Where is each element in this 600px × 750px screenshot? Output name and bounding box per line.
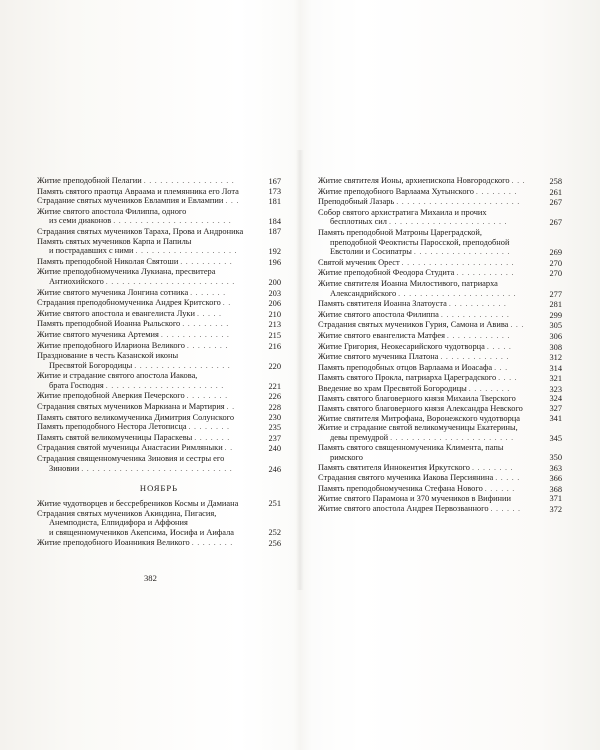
toc-entry [318, 258, 562, 269]
toc-entry [37, 454, 281, 464]
toc-entry-page: 237 [268, 433, 281, 443]
toc-entry-title: Память святого священномученика Климента, папы римского [318, 443, 504, 463]
toc-entry-page: 216 [268, 341, 281, 351]
toc-entry [318, 310, 562, 321]
page-number: 382 [144, 573, 157, 583]
toc-entry-page: 306 [549, 331, 562, 341]
toc-entry-page: 258 [549, 177, 562, 186]
toc-entry-page: 269 [549, 248, 562, 258]
toc-entry [37, 528, 281, 538]
toc-left-list [37, 176, 281, 474]
toc-entry-leader: . . . . . . . . [188, 423, 230, 432]
toc-entry-title: Житие и страдание святой великомученицы Екатерины, [318, 423, 518, 433]
toc-entry-leader: . . . . . . . . . [182, 320, 230, 329]
toc-entry-leader: . . . . . . . . . . . . . [160, 330, 230, 339]
toc-entry [318, 247, 562, 258]
toc-entry-page: 167 [268, 177, 281, 186]
toc-entry [318, 463, 562, 474]
toc-entry-title: Житие Григория, Неокесарийского чудотворца [318, 341, 485, 351]
toc-entry-title: Житие святого апостола Филиппа [318, 309, 439, 319]
toc-entry-page: 281 [549, 300, 562, 310]
toc-entry-leader: . . . . . . . . . . . . . . . . . . . . . . [389, 218, 508, 227]
toc-entry [37, 309, 281, 320]
toc-entry-leader: . . . . . . . . . . . . . . . . . . . . . . [105, 381, 225, 390]
toc-entry [37, 288, 281, 299]
toc-entry [318, 331, 562, 342]
section-heading-november: НОЯБРЬ [139, 483, 179, 494]
toc-entry-title: Житие чудотворцев и бессребреников Космы и Дамиана [37, 499, 239, 509]
toc-entry-title: Страдания святого мученика Иакова Персиянина [318, 473, 494, 483]
toc-entry-leader: . . . . . [486, 342, 512, 351]
toc-entry-title: Собор святого архистратига Михаила и прочих [318, 207, 487, 217]
toc-entry-leader: . . . . . . . [194, 433, 231, 442]
toc-entry [318, 433, 562, 444]
toc-entry [37, 509, 281, 519]
toc-entry-leader: . . . . . . [484, 484, 516, 493]
toc-entry [318, 208, 562, 218]
toc-entry [318, 320, 562, 331]
toc-entry-title: Страдания преподобномученика Андрея Критского [37, 298, 221, 308]
toc-entry [37, 246, 281, 257]
toc-entry-page: 314 [549, 363, 562, 373]
toc-entry-page: 277 [549, 289, 562, 299]
toc-entry-leader: . . . . . . . . [186, 392, 229, 401]
toc-entry [318, 363, 562, 374]
toc-entry-page: 181 [268, 197, 281, 207]
toc-entry-title: Память преподобной Иоанна Рыльского [37, 319, 181, 329]
toc-entry-title: Пресвятой Богородицы [49, 360, 133, 370]
toc-entry [37, 298, 281, 309]
toc-entry-title: Житие святого апостола Андрея Первозванного [318, 504, 489, 513]
toc-entry-title: Страдание святых мучеников Евлампия и Евлампии [37, 196, 224, 206]
toc-entry-page: 187 [268, 226, 281, 236]
toc-entry [318, 299, 562, 310]
toc-entry-page: 213 [268, 320, 281, 330]
toc-entry-title: Память святого Прокла, патриарха Цареградского [318, 373, 497, 383]
toc-entry-title: Память святых мучеников Карпа и Папилы [37, 236, 192, 246]
toc-entry-title: Житие преподобной Аверкия Печерского [37, 391, 185, 401]
toc-entry-page: 371 [549, 494, 562, 504]
toc-entry-title: Житие святого евангелиста Матфея [318, 330, 445, 340]
toc-left-column [37, 176, 281, 548]
toc-left-list-november [37, 499, 281, 548]
toc-entry-title: Александрийского [330, 288, 397, 298]
toc-entry-title: и священномучеников Акепсима, Иосифа и Аифала [49, 528, 234, 537]
toc-entry [37, 341, 281, 352]
toc-entry-page: 215 [268, 330, 281, 340]
toc-entry-page: 261 [549, 187, 562, 197]
toc-entry-page: 246 [268, 464, 281, 474]
toc-entry-title: Евстолии и Сосипатры [330, 247, 412, 257]
toc-entry-page: 203 [268, 288, 281, 298]
toc-entry-page: 252 [268, 528, 281, 537]
toc-entry [37, 499, 281, 509]
toc-entry-leader: . . . . . . . . . . . [456, 269, 515, 278]
toc-entry-page: 299 [549, 310, 562, 320]
toc-entry-title: Житие святителя Ионы, архиепископа Новгородского [318, 176, 510, 185]
toc-entry [318, 187, 562, 198]
toc-entry-title: Зиновии [49, 463, 80, 473]
toc-entry-page: 206 [268, 299, 281, 309]
toc-entry [37, 518, 281, 528]
toc-entry-page: 324 [549, 394, 562, 404]
toc-entry [37, 413, 281, 423]
book-gutter [296, 150, 304, 590]
toc-entry [318, 394, 562, 404]
toc-entry-page: 366 [549, 474, 562, 484]
toc-entry-leader: . . [226, 403, 236, 412]
toc-entry-title: Житие святителя Митрофана, Воронежского чудотворца [318, 413, 520, 423]
toc-entry-page: 270 [549, 269, 562, 279]
toc-entry-title: Житие святого мученика Лонгина сотника [37, 287, 189, 297]
toc-entry [318, 352, 562, 363]
toc-entry [37, 257, 281, 268]
toc-entry-leader: . . . . . . . . . . . . . . . . . . . [135, 247, 238, 256]
toc-entry-page: 312 [549, 353, 562, 363]
toc-entry [318, 342, 562, 353]
toc-entry [37, 391, 281, 402]
toc-entry-leader: . . . . . . . . [472, 463, 514, 472]
toc-entry-page: 270 [549, 258, 562, 268]
toc-entry [37, 216, 281, 227]
toc-entry-title: Память преподобной Матроны Цареградской, [318, 227, 482, 237]
toc-entry-page: 230 [268, 412, 281, 422]
toc-entry [37, 237, 281, 247]
toc-entry [318, 384, 562, 395]
toc-entry [37, 267, 281, 277]
toc-entry-title: Память святой великомученицы Параскевы [37, 432, 193, 442]
toc-entry [318, 423, 562, 433]
toc-entry-leader: . . . [494, 363, 508, 372]
toc-entry-leader: . . . . . . . . [187, 341, 229, 350]
toc-entry-page: 308 [549, 342, 562, 352]
toc-entry [37, 371, 281, 381]
toc-entry-leader: . . . . . . . [190, 288, 227, 297]
toc-entry [318, 197, 562, 208]
toc-entry-title: Страдания святых мучеников Маркиана и Мартирия [37, 402, 225, 412]
toc-entry-leader: . . . . . . . . [468, 384, 511, 393]
toc-entry-title: Введение во храм Пресвятой Богородицы [318, 383, 467, 393]
toc-entry-leader: . . . . . . . . . . . . . . . . . . [414, 248, 511, 257]
toc-entry-page: 184 [268, 217, 281, 227]
toc-entry-page: 363 [549, 463, 562, 473]
toc-entry-leader: . . . . . [495, 474, 521, 483]
toc-entry-page: 235 [268, 423, 281, 433]
toc-entry-title: Житие святого Парамона и 370 мучеников в Вифинии [318, 494, 512, 504]
toc-entry-leader: . . . . . . . . . . . . . . . . . [143, 177, 235, 185]
toc-entry-page: 368 [549, 484, 562, 494]
toc-entry-title: Житие святого мученика Артемия [37, 329, 159, 339]
toc-entry-leader: . . [222, 299, 232, 308]
toc-entry [37, 443, 281, 454]
toc-entry [37, 464, 281, 475]
toc-entry [37, 227, 281, 237]
toc-entry-title: Празднование в честь Казанской иконы [37, 351, 179, 361]
toc-entry-page: 210 [268, 309, 281, 319]
toc-entry-title: бесплотных сил [330, 217, 387, 227]
toc-entry-leader: . . . . . . . . [476, 187, 518, 196]
toc-entry [318, 484, 562, 495]
toc-entry [318, 238, 562, 248]
toc-entry-title: Житие преподобного Варлаама Хутынского [318, 186, 474, 196]
toc-entry [318, 404, 562, 414]
toc-entry-page: 220 [268, 361, 281, 371]
toc-entry-title: Память святого благоверного князя Александра Невского [318, 404, 523, 414]
toc-entry-title: Житие святителя Иоанна Милостивого, патриарха [318, 278, 498, 288]
toc-entry-page: 251 [268, 499, 281, 509]
toc-entry-title: Страдания святой мученицы Анастасии Римляныки [37, 443, 223, 453]
toc-entry [318, 217, 562, 228]
toc-entry-page: 321 [549, 374, 562, 384]
toc-entry [318, 176, 562, 187]
toc-entry-title: и пострадавших с ними [49, 246, 134, 256]
toc-entry-page: 173 [268, 186, 281, 196]
toc-entry-leader: . . . [510, 321, 525, 330]
toc-entry [37, 538, 281, 549]
toc-entry [318, 228, 562, 238]
toc-entry-page: 267 [549, 198, 562, 208]
toc-entry-title: Память преподобной Николая Святоши [37, 256, 179, 266]
toc-entry-leader: . . . [511, 177, 526, 185]
toc-entry-title: Житие святого мученика Платона [318, 352, 439, 362]
toc-entry-title: Житие преподобной Пелагии [37, 176, 142, 185]
toc-right-list [318, 176, 562, 515]
toc-entry-page: 240 [268, 444, 281, 454]
toc-entry [37, 361, 281, 372]
toc-entry [318, 289, 562, 300]
toc-entry-page: 350 [549, 453, 562, 463]
toc-entry-title: Память преподобномученика Стефана Нового [318, 483, 483, 493]
toc-entry-leader: . . . . . . . . [191, 538, 234, 547]
toc-entry [37, 351, 281, 361]
toc-entry-page: 372 [549, 505, 562, 514]
toc-entry [37, 402, 281, 413]
toc-entry-page: 196 [268, 257, 281, 267]
toc-entry-title: Память святителя Иннокентия Иркутского [318, 462, 470, 472]
toc-entry [37, 433, 281, 444]
toc-entry-leader: . . . . [498, 374, 518, 383]
toc-entry [318, 279, 562, 289]
toc-entry-title: Анемподиста, Елпидифора и Аффония [49, 518, 188, 528]
toc-entry [318, 268, 562, 279]
toc-entry [318, 494, 562, 504]
toc-entry-page: 305 [549, 321, 562, 331]
toc-entry-title: Память святого благоверного князя Михаила Тверского [318, 394, 516, 404]
toc-entry [37, 196, 281, 207]
toc-entry-page: 256 [268, 538, 281, 548]
toc-entry-leader: . . . . . . . . . . . [448, 300, 507, 309]
toc-entry-leader: . . . . . . [490, 505, 521, 513]
toc-entry-title: девы премудрой [330, 432, 389, 442]
toc-entry-title: Антиохийского [49, 276, 104, 286]
toc-entry-title: Страдания святых мучеников Гурия, Самона и Авива [318, 320, 509, 330]
toc-entry-title: Житие преподобного Илариона Великого [37, 340, 185, 350]
toc-entry-page: 323 [549, 384, 562, 394]
toc-entry-leader: . . . . . . . . . . . . . . . . . . . . . . [113, 217, 232, 226]
toc-entry-page: 221 [268, 381, 281, 391]
toc-entry-leader: . . . . . . . . . . . . . . . . . . . . . . . . [105, 277, 236, 286]
toc-entry-title: Житие преподобномученика Лукиана, пресвитера [37, 267, 216, 277]
toc-entry-title: Страдания святых мучеников Тараха, Прова и Андроника [37, 226, 244, 236]
toc-entry-leader: . . . . . . . . . . . . . [440, 310, 510, 319]
toc-entry [37, 381, 281, 392]
toc-entry-leader: . . . . . [197, 309, 222, 318]
toc-entry-title: Преподобный Лазарь [318, 197, 395, 207]
toc-entry-leader: . . . [225, 197, 240, 206]
toc-entry-leader: . . . . . . . . . . . . . . . . . . . . . [401, 258, 515, 267]
toc-entry-page: 345 [549, 433, 562, 443]
toc-entry-title: Житие преподобной Феодора Студита [318, 268, 455, 278]
toc-entry-leader: . . [224, 444, 234, 453]
toc-entry [37, 330, 281, 341]
toc-entry [318, 443, 562, 462]
toc-entry-leader: . . . . . . . . . . . . . . . . . . . . . . . [390, 433, 514, 442]
toc-entry-leader: . . . . . . . . . . . . . . . . . . . . . . . [396, 198, 521, 207]
toc-entry [37, 207, 281, 217]
toc-entry [318, 473, 562, 484]
toc-entry [37, 277, 281, 288]
toc-entry-leader: . . . . . . . . . . . . . . . . . . . . . . [398, 289, 517, 298]
toc-entry-leader: . . . . . . . . . . . . . [440, 353, 510, 362]
toc-entry-title: Память святого великомученика Димитрия Солунского [37, 412, 235, 422]
toc-entry-page: 228 [268, 403, 281, 413]
toc-entry-page: 341 [549, 413, 562, 423]
toc-entry-title: брата Господня [49, 380, 104, 390]
toc-entry-title: Житие и страдание святого апостола Иакова, [37, 371, 198, 381]
toc-entry-title: Память святителя Иоанна Златоуста [318, 299, 447, 309]
toc-entry [318, 373, 562, 384]
toc-entry-title: Страдания святых мучеников Акиндина, Пигасия, [37, 508, 217, 518]
toc-entry-leader: . . . . . . . . . . . . [447, 331, 511, 340]
toc-entry-title: Святой мученик Орест [318, 257, 400, 267]
toc-entry-title: Память святого праотца Авраама и племянника его Лота [37, 186, 239, 196]
toc-entry-leader: . . . . . . . . . . [180, 257, 233, 266]
toc-entry-title: Житие святого апостола Филиппа, одного [37, 206, 187, 216]
toc-entry [37, 319, 281, 330]
toc-entry [318, 504, 562, 515]
toc-right-column [318, 176, 562, 515]
toc-entry-title: Житие святого апостола и евангелиста Луки [37, 308, 195, 318]
toc-entry-leader: . . . . . . . . . . . . . . . . . . . . . . . . . . . . [81, 464, 233, 473]
toc-entry-title: Страдания священномученика Зиновия и сестры его [37, 454, 225, 464]
toc-entry-title: Память преподобного Нестора Летописца [37, 422, 187, 432]
toc-entry-leader: . . . . . . . . . . . . . . . . . . [134, 361, 231, 370]
toc-entry-page: 267 [549, 218, 562, 228]
toc-entry-title: Житие преподобного Иоанникия Великого [37, 537, 190, 547]
toc-entry-page: 192 [268, 247, 281, 257]
toc-entry-page: 226 [268, 392, 281, 402]
toc-entry-title: Память преподобных отцов Варлаама и Иоасафа [318, 362, 493, 372]
toc-entry [37, 176, 281, 187]
toc-entry-page: 327 [549, 404, 562, 414]
toc-entry-title: из семи диаконов [49, 216, 112, 226]
toc-entry-title: преподобной Феоктисты Паросской, преподобной [330, 237, 510, 247]
toc-entry [37, 422, 281, 433]
toc-entry-page: 200 [268, 277, 281, 287]
toc-entry [37, 187, 281, 197]
toc-entry [318, 414, 562, 424]
